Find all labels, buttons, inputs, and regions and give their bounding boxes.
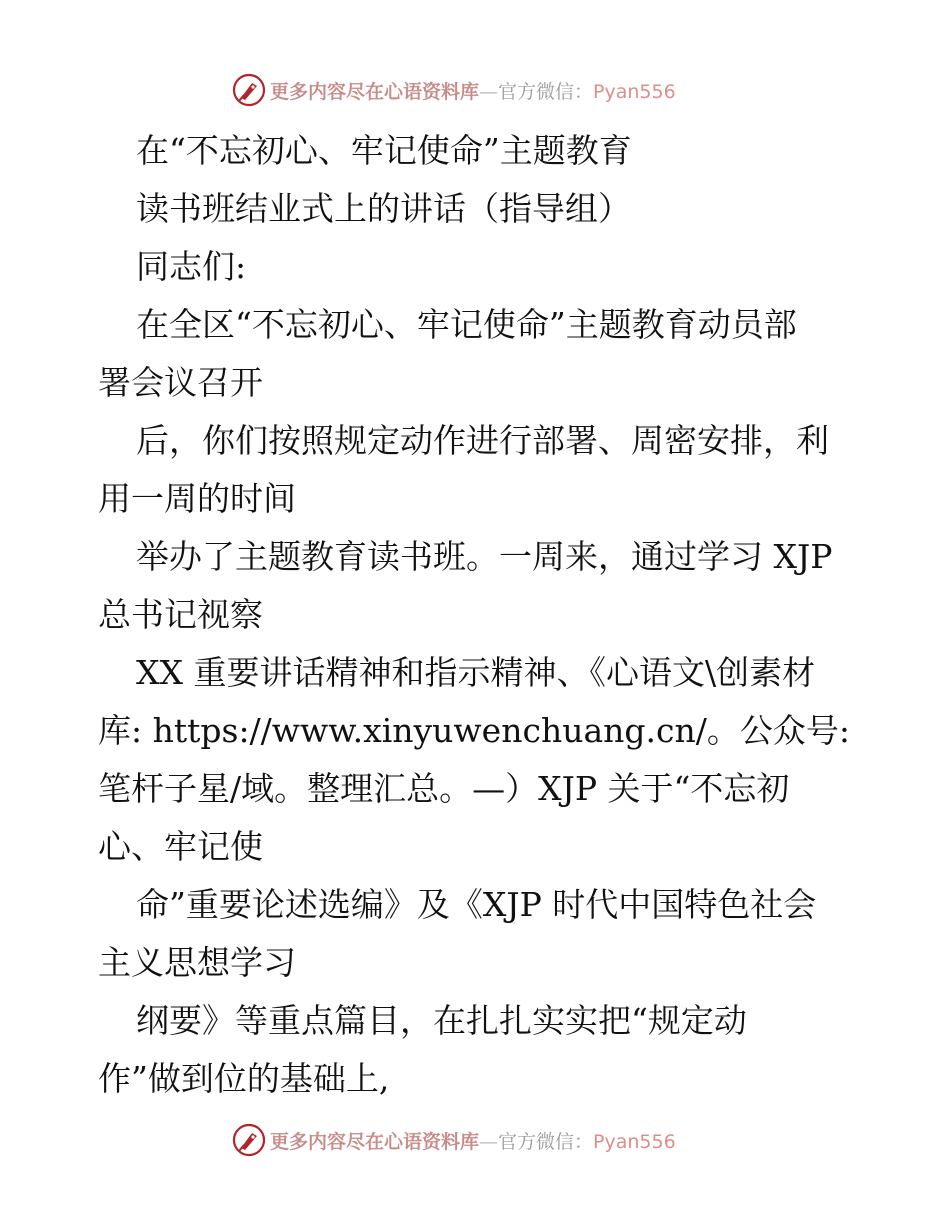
document-line: XX 重要讲话精神和指示精神、《心语文\创素材: [136, 653, 816, 692]
document-line: 署会议召开: [98, 363, 263, 402]
footer-watermark: [232, 1122, 676, 1158]
watermark-brand: 更多内容尽在心语资料库: [270, 80, 480, 103]
document-line: 举办了主题教育读书班。一周来，通过学习 XJP: [136, 537, 833, 576]
document-line: 作”做到位的基础上,: [98, 1059, 390, 1098]
document-line: 纲要》等重点篇目，在扎扎实实把“规定动: [136, 1001, 747, 1040]
document-line: 笔杆子星/域。整理汇总。—）XJP 关于“不忘初: [98, 769, 790, 808]
document-line: 在“不忘初心、牢记使命”主题教育: [136, 131, 632, 170]
watermark-text: [270, 77, 676, 104]
header-watermark: [232, 72, 676, 108]
document-line: 用一周的时间: [98, 479, 296, 518]
watermark-brand: 更多内容尽在心语资料库: [270, 1130, 480, 1153]
watermark-label: 官方微信：: [498, 1130, 594, 1153]
document-line: 读书班结业式上的讲话（指导组）: [136, 189, 631, 228]
document-line: 总书记视察: [98, 595, 263, 634]
watermark-separator: —: [479, 1130, 499, 1153]
document-body: [98, 122, 858, 1108]
pen-nib-logo-icon: [232, 1123, 266, 1157]
document-line: 在全区“不忘初心、牢记使命”主题教育动员部: [136, 305, 797, 344]
watermark-wechat-id: Pyan556: [593, 80, 676, 103]
document-line: 心、牢记使: [98, 827, 263, 866]
pen-nib-logo-icon: [232, 73, 266, 107]
watermark-separator: —: [479, 80, 499, 103]
document-line: 同志们:: [136, 247, 247, 286]
watermark-text: [270, 1127, 676, 1154]
document-line: 后，你们按照规定动作进行部署、周密安排，利: [136, 421, 829, 460]
document-line: 主义思想学习: [98, 943, 296, 982]
document-line: 命”重要论述选编》及《XJP 时代中国特色社会: [136, 885, 817, 924]
watermark-wechat-id: Pyan556: [593, 1130, 676, 1153]
watermark-label: 官方微信：: [498, 80, 594, 103]
document-line: 库: https://www.xinyuwenchuang.cn/。公众号:: [98, 711, 850, 750]
